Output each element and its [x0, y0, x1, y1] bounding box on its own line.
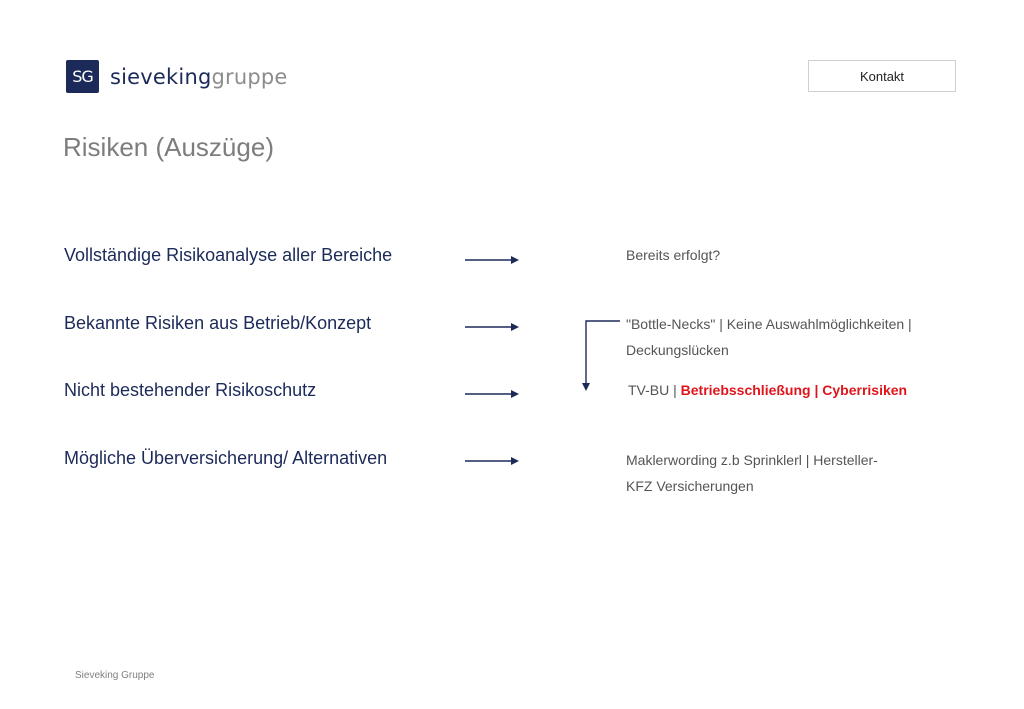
risk-item-analysis: Vollständige Risikoanalyse aller Bereiche	[64, 245, 393, 265]
bracket-arrow-down-icon	[580, 315, 624, 395]
contact-button[interactable]: Kontakt	[808, 60, 956, 92]
arrow-right-icon	[465, 254, 521, 266]
arrow-right-icon	[465, 388, 521, 400]
logo-wordmark-part2: gruppe	[211, 64, 288, 89]
arrow-right-icon	[465, 321, 521, 333]
result-missing-protection	[628, 382, 907, 398]
result-known-risks-line2: Deckungslücken	[626, 342, 729, 358]
logo-wordmark-part1: sieveking	[110, 64, 212, 89]
risk-item-over-insurance: Mögliche Überversicherung/ Alternativen	[64, 448, 388, 468]
footer-text: Sieveking Gruppe	[75, 670, 155, 681]
result-missing-protection-prefix: TV-BU |	[628, 382, 681, 398]
result-over-insurance-line1: Maklerwording z.b Sprinklerl | Hersteller-	[626, 452, 878, 468]
company-logo	[66, 60, 288, 93]
result-known-risks-line1: "Bottle-Necks" | Keine Auswahlmöglichkeiten |	[626, 316, 912, 332]
result-over-insurance-line2: KFZ Versicherungen	[626, 478, 754, 494]
risk-item-missing-protection: Nicht bestehender Risikoschutz	[64, 380, 317, 400]
page-title: Risiken (Auszüge)	[63, 132, 274, 162]
result-missing-protection-highlight: Betriebsschließung | Cyberrisiken	[680, 382, 908, 398]
logo-wordmark	[110, 65, 288, 89]
risk-item-known-risks: Bekannte Risiken aus Betrieb/Konzept	[64, 313, 372, 333]
result-known-risks	[626, 311, 912, 363]
result-analysis: Bereits erfolgt?	[626, 247, 721, 263]
arrow-right-icon	[465, 455, 521, 467]
logo-mark: SG	[66, 60, 99, 93]
result-over-insurance	[626, 447, 878, 499]
